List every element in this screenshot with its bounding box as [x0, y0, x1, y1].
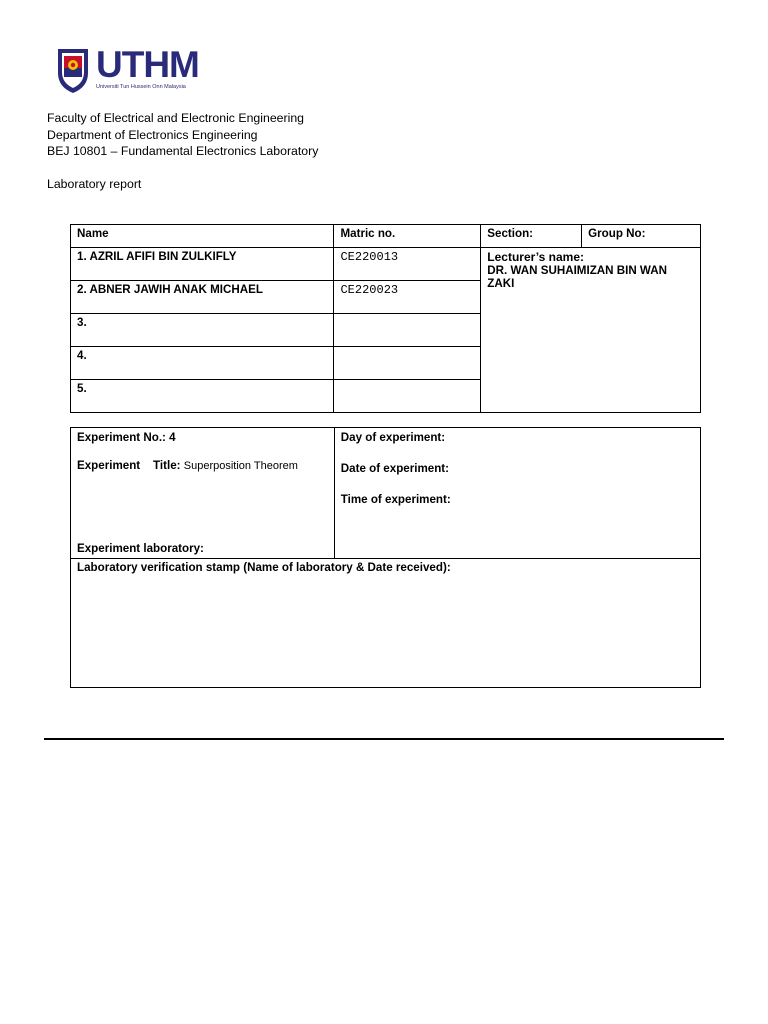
document-header: [47, 110, 318, 160]
experiment-no: Experiment No.: 4: [77, 431, 176, 444]
date-label: Date of experiment:: [340, 462, 450, 475]
time-label: Time of experiment:: [340, 493, 451, 506]
matric-header: Matric no.: [334, 225, 481, 248]
stamp-row: [71, 559, 701, 688]
members-header-row: [71, 225, 701, 248]
member-name: 4.: [71, 347, 334, 380]
day-label: Day of experiment:: [340, 431, 446, 444]
members-table: [70, 224, 701, 413]
lecturer-cell: [481, 248, 701, 413]
section-header: Section:: [481, 225, 582, 248]
uthm-crest-icon: [54, 47, 92, 95]
group-header: Group No:: [582, 225, 701, 248]
logo-subtitle: Universiti Tun Hussein Onn Malaysia: [96, 84, 186, 90]
name-header: Name: [71, 225, 334, 248]
member-matric: [334, 314, 481, 347]
faculty-line: Faculty of Electrical and Electronic Engineering: [47, 111, 304, 125]
member-matric: CE220013: [334, 248, 481, 281]
lecturer-name: DR. WAN SUHAIMIZAN BIN WAN ZAKI: [487, 264, 667, 290]
logo-wordmark: UTHM: [96, 44, 199, 85]
member-name: 2. ABNER JAWIH ANAK MICHAEL: [71, 281, 334, 314]
member-name: 5.: [71, 380, 334, 413]
report-title: Laboratory report: [47, 177, 142, 191]
experiment-lab-label: Experiment laboratory:: [77, 542, 204, 555]
stamp-label: Laboratory verification stamp (Name of laboratory & Date received):: [77, 561, 451, 574]
experiment-right-cell: [334, 428, 700, 559]
member-matric: [334, 380, 481, 413]
experiment-title-label: Experiment Title:: [77, 459, 181, 472]
member-name: 3.: [71, 314, 334, 347]
table-row: [71, 248, 701, 281]
uthm-logo: [52, 43, 224, 99]
experiment-info-row: [71, 428, 701, 559]
experiment-table: [70, 427, 701, 688]
stamp-cell: [71, 559, 701, 688]
lecturer-label: Lecturer’s name:: [487, 250, 584, 264]
member-name: 1. AZRIL AFIFI BIN ZULKIFLY: [71, 248, 334, 281]
member-matric: [334, 347, 481, 380]
experiment-title-value: Superposition Theorem: [183, 460, 298, 472]
course-line: BEJ 10801 – Fundamental Electronics Laboratory: [47, 144, 319, 158]
department-line: Department of Electronics Engineering: [47, 127, 258, 142]
horizontal-divider: [44, 738, 724, 740]
experiment-left-cell: [71, 428, 335, 559]
experiment-title-line: [77, 459, 328, 472]
member-matric: CE220023: [334, 281, 481, 314]
